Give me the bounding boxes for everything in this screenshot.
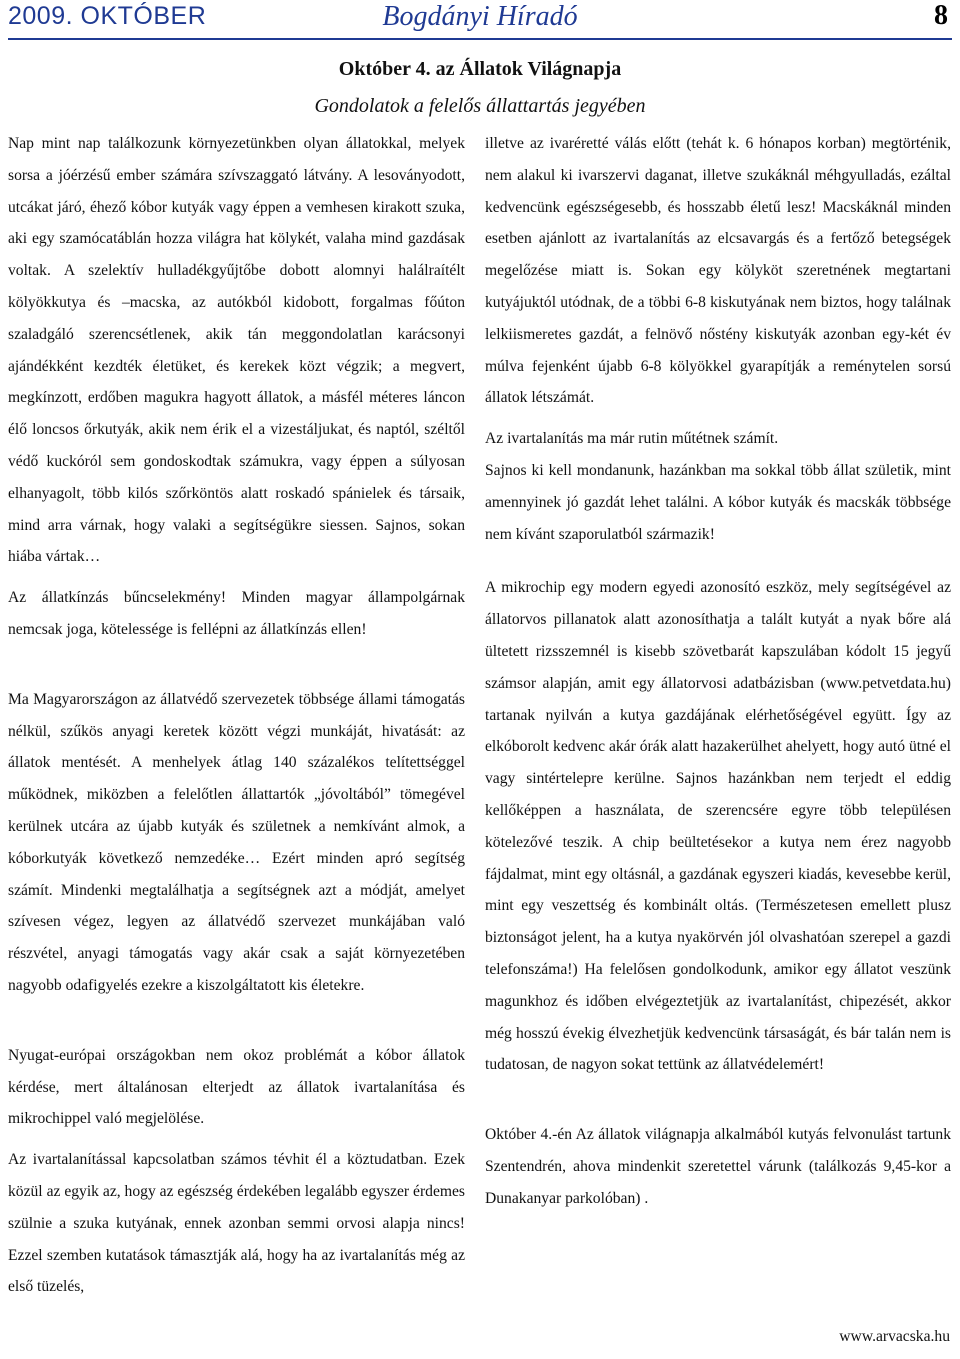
paragraph: Nap mint nap találkozunk környezetünkben olyan állatokkal, melyek sorsa a jóérzésű ember számára szívszaggató látvány. A lesoványodott, utcákat járó, éhező kóbor kutyák vagy éppen a vemhesen kirakott szuka, aki egy szamócatáblán hozza világra hat kölykét, valaha mind gazdásak voltak. A szelektív hulladékgyűjtőbe dobott alomnyi halálraítélt kölyökkutya és –macska, az autókból kidobott, forgalmas főúton szaladgáló szerencsétlenek, akik tán meggondolatlan karácsonyi ajándékként kezdték életüket, és kerekek közt végzik; a megvert, megkínzott, erdőben magukra hagyott állatok, a másfél méteres láncon élő loncsos őrkutyák, akik nem érik el a vizestáljukat, és naptól, széltől védő kuckóról sem gondoskodtak számukra, vagy éppen a súlyosan elhanyagolt, több kilós szőrköntös alatt roskadó spánielek és társaik, mind arra várnak, hogy valaki a segítségükre siessen. Sajnos, sokan hiába vártak… [8,135,465,566]
page-header [0,0,960,38]
paragraph: Az állatkínzás bűncselekmény! Minden magyar állampolgárnak nemcsak joga, kötelessége is fellépni az állatkínzás ellen! [8,589,465,638]
article-subtitle: Gondolatok a felelős állattartás jegyében [314,95,646,117]
page-number: 8 [934,0,948,31]
paragraph: illetve az ivaréretté válás előtt (tehát k. 6 hónapos korban) megtörténik, nem alakul ki ivarszervi daganat, illetve szukáknál méhgyulladás, ezáltal kedvencünk egészségesebb, és hosszabb életű lesz! Macskáknál minden esetben ajánlott az ivartalanítás az elcsavargás és a fertőző betegségek megelőzése miatt is. Sokan egy kölyköt szeretnének megtartani kutyájuktól utódnak, de a többi 6-8 kiskutyának nem biztos, hogy találnak lelkiismeretes gazdát, a felnövő nőstény kiskutyák azonban egy-két év múlva fejenként újabb 6-8 kölyökkel gyarapítják a reménytelen sorsú állatok létszámát. [485,135,951,407]
paragraph: Sajnos ki kell mondanunk, hazánkban ma sokkal több állat születik, mint amennyinek jó gazdát lehet találni. A kóbor kutyák és macskák többsége nem kívánt szaporulatból származik! [485,461,951,543]
article-title: Október 4. az Állatok Világnapja [338,58,622,80]
paragraph: Ma Magyarországon az állatvédő szervezetek többsége állami támogatás nélkül, szűkös anyagi keretek között végzi munkáját, hivatását: az állatok mentését. A menhelyek átlag 140 százalékos telítettséggel működnek, miközben a felelőtlen állattartók „jóvoltából” tömegével kerülnek utcára az újabb kutyák és születnek a nemkívánt almok, a kóborkutyák következő nemzedéke… Ezért minden apró segítség számít. Mindenki megtalálhatja a segítségnek azt a módját, amelyet szívesen végez, legyen az állatvédő szervezet munkájában való részvétel, anyagi támogatás vagy akár csak a saját környezetében nagyobb odafigyelés ezekre a kiszolgáltatott kis életekre. [8,690,465,994]
publication-name: Bogdányi Híradó [382,1,578,32]
website-link[interactable]: www.arvacska.hu [839,1328,950,1345]
paragraph: Az ivartalanítással kapcsolatban számos tévhit él a köztudatban. Ezek közül az egyik az, hogy az egészség érdekében legalább egyszer érdemes szülnie a szuka kutyának, ennek azonban semmi orvosi alapja nincs! Ezzel szemben kutatások támasztják alá, hogy ha az ivartalanítás még az első tüzelés, [8,1151,465,1296]
issue-date: 2009. OKTÓBER [8,2,207,30]
left-column [8,128,465,1303]
right-column [485,128,951,1215]
paragraph: Október 4.-én Az állatok világnapja alkalmából kutyás felvonulást tartunk Szentendrén, ahova mindenkit szeretettel várunk (találkozás 9,45-kor a Dunakanyar parkolóban) . [485,1126,951,1207]
paragraph: Nyugat-európai országokban nem okoz problémát a kóbor állatok kérdése, mert általánosan elterjedt az állatok ivartalanítása és mikrochippel való megjelölése. [8,1046,465,1128]
paragraph: A mikrochip egy modern egyedi azonosító eszköz, mely segítségével az állatorvos pillanatok alatt azonosíthatja a talált kutyát a nyak bőre alá ültetett rizsszemnél is kisebb szövetbarát kapszulában kódolt 15 jegyű számsor alapján, amit egy állatorvosi adatbázisban (www.petvetdata.hu) tartanak nyilván a kutya gazdájának elérhetőségével együtt. Így az elkóborolt kedvenc akár órák alatt hazakerülhet ahelyett, hogy autó ütné el vagy sintértelepre kerülne. Sajnos hazánkban nem terjedt el eddig kellőképpen a használata, de szerencsére egyre több településen kötelezővé teszik. A chip beültetésekor a kutya nem érez nagyobb fájdalmat, mint egy oltásnál, a gazdának egyszeri kiadás, kevesebbe kerül, mint egy veszettség és kombinált oltás. (Természetesen emellett plusz biztonságot jelent, ha a kutya nyakörvén jól olvashatóan szerepel a gazdi telefonszáma!) Ha felelősen gondolkodunk, amikor egy állatot veszünk magunkhoz és időben elvégeztetjük az ivartalanítást, chipezését, akkor még hosszú évekig élvezhetjük kedvencünk társaságát, és bár talán nem is tudatosan, de nagyon sokat tettünk az állatvédelemért! [485,579,951,1074]
header-divider [8,38,952,40]
paragraph: Az ivartalanítás ma már rutin műtétnek számít. [485,430,779,448]
